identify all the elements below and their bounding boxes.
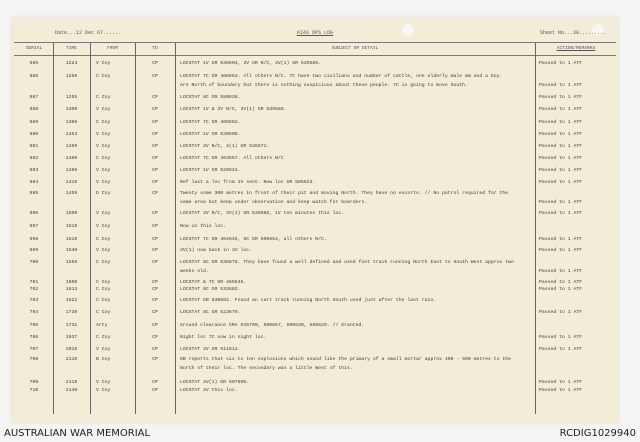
action-cell: Passed to 1 ATF <box>539 380 583 385</box>
time-cell: 1500 <box>65 211 78 216</box>
punch-hole <box>402 24 414 36</box>
from-cell: C Coy <box>96 156 111 161</box>
action-cell: Passed to 1 ATF <box>539 144 583 149</box>
detail-line: LOCSTAT & 7C GR 465645. <box>180 280 247 285</box>
from-cell: C Coy <box>96 280 111 285</box>
serial-cell: 692 <box>29 156 39 161</box>
from-cell: C Coy <box>96 74 111 79</box>
detail-line: 3V(1) now back in 3V loc. <box>180 248 252 253</box>
to-cell: CP <box>152 380 158 385</box>
time-cell: 1937 <box>65 335 78 340</box>
to-cell: CP <box>152 357 158 362</box>
time-cell: 1613 <box>65 287 78 292</box>
detail-line: LOCSTAT 3V N/C, 3(1) GR 536571. <box>180 144 270 149</box>
serial-cell: 709 <box>29 380 39 385</box>
to-cell: CP <box>152 168 158 173</box>
to-cell: CP <box>152 74 158 79</box>
col-header-action: ACTION/REMARKS <box>556 46 596 51</box>
log-sheet <box>12 18 618 422</box>
from-cell: V Coy <box>96 388 111 393</box>
from-cell: C Coy <box>96 260 111 265</box>
archive-credit: AUSTRALIAN WAR MEMORIAL <box>4 428 151 439</box>
to-cell: CP <box>152 298 158 303</box>
detail-line: LOCSTAT 7C GR 466663. All others N/C. 7C have two civilians and number of cattle, one elderly male mm and a boy. <box>180 74 503 79</box>
time-cell: 2110 <box>65 357 78 362</box>
from-cell: C Coy <box>96 298 111 303</box>
detail-line: LOCSTAT 8C GR 533682. <box>180 287 241 292</box>
detail-line: LOCSTAT 1V GR 529624. <box>180 168 241 173</box>
to-cell: CP <box>152 180 158 185</box>
action-cell: Passed to 1 ATF <box>539 280 583 285</box>
to-cell: CP <box>152 248 158 253</box>
from-cell: C Coy <box>96 287 111 292</box>
action-cell: Passed to 1 ATF <box>539 132 583 137</box>
column-divider <box>90 43 91 414</box>
serial-cell: 704 <box>29 310 39 315</box>
serial-cell: 703 <box>29 298 39 303</box>
from-cell: V Coy <box>96 211 111 216</box>
time-cell: 1540 <box>65 248 78 253</box>
detail-line: LOCSTAT 3V this loc. <box>180 388 238 393</box>
from-cell: V Coy <box>96 180 111 185</box>
to-cell: CP <box>152 323 158 328</box>
action-cell: Passed to 1 ATF <box>539 335 583 340</box>
from-cell: V Coy <box>96 347 111 352</box>
detail-line: weeks old. <box>180 269 209 274</box>
detail-line: LOCSTAT 1V & 3V N/C, 3V(1) GR 539588. <box>180 107 287 112</box>
from-cell: C Coy <box>96 310 111 315</box>
to-cell: CP <box>152 120 158 125</box>
serial-cell: 705 <box>29 323 39 328</box>
action-cell: Passed to 1 ATF <box>539 61 583 66</box>
detail-line: same area but keep under observation and keep watch for boarders. <box>180 200 368 205</box>
time-cell: 1459 <box>65 191 78 196</box>
from-cell: V Coy <box>96 168 111 173</box>
detail-line: Twenty some 300 metres in front of their pit and moving North. They have no escorts. // No patrol required for the <box>180 191 509 196</box>
to-cell: CP <box>152 310 158 315</box>
serial-cell: 706 <box>29 335 39 340</box>
column-divider <box>535 43 536 414</box>
col-header-time: TIME <box>65 46 78 51</box>
serial-cell: 688 <box>29 107 39 112</box>
serial-cell: 697 <box>29 224 39 229</box>
to-cell: CP <box>152 224 158 229</box>
serial-cell: 689 <box>29 120 39 125</box>
detail-line: LOCSTAT 3V N/C, 3V(1) GR 536588, 1V ten minutes this loc. <box>180 211 345 216</box>
detail-line: LOCSTAT 7C GR 464645, 9C GR 500654, all others N/C. <box>180 237 327 242</box>
detail-line: LOCSTAT 1V GR 536604, 3V GR N/C, 3V(1) GR 539585. <box>180 61 322 66</box>
header-rule <box>14 55 616 56</box>
detail-line: LOCSTAT GR 530682. Found an cart track running North South used just after the last rain. <box>180 298 437 303</box>
serial-cell: 691 <box>29 144 39 149</box>
detail-line: LOCSTAT 3V GR 511612. <box>180 347 241 352</box>
action-cell: Passed to 1 ATF <box>539 248 583 253</box>
to-cell: CP <box>152 260 158 265</box>
log-title: KIAS OPS LOG <box>297 30 334 36</box>
to-cell: CP <box>152 347 158 352</box>
serial-cell: 696 <box>29 211 39 216</box>
detail-line: LOCSTAT 8C GR 523679. <box>180 310 241 315</box>
serial-cell: 686 <box>29 74 39 79</box>
time-cell: 1359 <box>65 144 78 149</box>
from-cell: D Coy <box>96 191 111 196</box>
detail-line: LOCSTAT 8C GR 580636. <box>180 95 241 100</box>
to-cell: CP <box>152 335 158 340</box>
from-cell: C Coy <box>96 120 111 125</box>
from-cell: C Coy <box>96 95 111 100</box>
serial-cell: 690 <box>29 132 39 137</box>
detail-line: Ref last a loc from 1V sent. New loc GR 585623. <box>180 180 316 185</box>
col-header-from: FROM <box>106 46 119 51</box>
action-cell: Passed to 1 ATF <box>539 347 583 352</box>
from-cell: V Coy <box>96 61 111 66</box>
action-cell: Passed to 1 ATF <box>539 211 583 216</box>
action-cell: Passed to 1 ATF <box>539 310 583 315</box>
serial-cell: 698 <box>29 237 39 242</box>
detail-line: Are North of boundary but there is nothing suspicious about these people. 7C is going to move South. <box>180 83 468 88</box>
to-cell: CP <box>152 61 158 66</box>
serial-cell: 701 <box>29 280 39 285</box>
time-cell: 1224 <box>65 61 78 66</box>
action-cell: Passed to 1 ATF <box>539 83 583 88</box>
detail-line: Ground clearance GRs 536700, 500667, 500630, 586620. // Granted. <box>180 323 365 328</box>
detail-line: LOCSTAT 7C GR 463657. All others N/C <box>180 156 284 161</box>
serial-cell: 685 <box>29 61 39 66</box>
detail-line: North of their loc. The secondary was a little West of this. <box>180 366 353 371</box>
to-cell: CP <box>152 280 158 285</box>
detail-line: LOCSTAT 7C GR 465662. <box>180 120 241 125</box>
time-cell: 1416 <box>65 180 78 185</box>
from-cell: V Coy <box>96 380 111 385</box>
time-cell: 2016 <box>65 347 78 352</box>
from-cell: V Coy <box>96 248 111 253</box>
from-cell: C Coy <box>96 335 111 340</box>
table-top-rule <box>14 42 616 43</box>
detail-line: Night loc 7C now in night loc. <box>180 335 267 340</box>
to-cell: CP <box>152 237 158 242</box>
from-cell: C Coy <box>96 237 111 242</box>
column-divider <box>175 43 176 414</box>
serial-cell: 702 <box>29 287 39 292</box>
to-cell: CP <box>152 107 158 112</box>
time-cell: 2140 <box>65 388 78 393</box>
to-cell: CP <box>152 191 158 196</box>
from-cell: V Coy <box>96 224 111 229</box>
to-cell: CP <box>152 211 158 216</box>
action-cell: Passed to 1 ATF <box>539 107 583 112</box>
time-cell: 1519 <box>65 237 78 242</box>
time-cell: 1730 <box>65 310 78 315</box>
to-cell: CP <box>152 144 158 149</box>
from-cell: V Coy <box>96 144 111 149</box>
time-cell: 1622 <box>65 298 78 303</box>
time-cell: 1353 <box>65 132 78 137</box>
serial-cell: 710 <box>29 388 39 393</box>
from-cell: V Coy <box>96 107 111 112</box>
serial-cell: 687 <box>29 95 39 100</box>
to-cell: CP <box>152 95 158 100</box>
action-cell: Passed to 1 ATF <box>539 237 583 242</box>
serial-cell: 693 <box>29 168 39 173</box>
serial-cell: 695 <box>29 191 39 196</box>
col-header-subject: SUBJECT OR DETAIL <box>331 46 379 51</box>
detail-line: LOCSTAT 1V GR 530608. <box>180 132 241 137</box>
action-cell: Passed to 1 ATF <box>539 156 583 161</box>
archive-reference: RCDIG1029940 <box>559 428 636 439</box>
time-cell: 1250 <box>65 74 78 79</box>
serial-cell: 694 <box>29 180 39 185</box>
sheet-number: Sheet No...38......... <box>540 30 607 36</box>
from-cell: B Coy <box>96 357 111 362</box>
serial-cell: 707 <box>29 347 39 352</box>
from-cell: V Coy <box>96 132 111 137</box>
detail-line: LOCSTAT 3V(1) GR 507606. <box>180 380 250 385</box>
to-cell: CP <box>152 388 158 393</box>
action-cell: Passed to 1 ATF <box>539 287 583 292</box>
action-cell: Passed to 1 ATF <box>539 95 583 100</box>
action-cell: Passed to 1 ATF <box>539 200 583 205</box>
action-cell: Passed to 1 ATF <box>539 180 583 185</box>
detail-line: LOCSTAT 8C GR 536678. They have found a well defined and used foot track running North East to South West approx two <box>180 260 514 265</box>
serial-cell: 699 <box>29 248 39 253</box>
detail-line: Now in this loc. <box>180 224 227 229</box>
time-cell: 2119 <box>65 380 78 385</box>
detail-line: 6B reports that six to ten explosions which sound like the primary of a small mortar approx 400 - 500 metres to the <box>180 357 512 362</box>
time-cell: 1255 <box>65 95 78 100</box>
time-cell: 1406 <box>65 168 78 173</box>
col-header-serial: SERIAL <box>25 46 43 51</box>
time-cell: 1558 <box>65 260 78 265</box>
action-cell: Passed to 1 ATF <box>539 388 583 393</box>
to-cell: CP <box>152 156 158 161</box>
col-header-to: TO <box>152 46 158 51</box>
serial-cell: 700 <box>29 260 39 265</box>
to-cell: CP <box>152 132 158 137</box>
time-cell: 1519 <box>65 224 78 229</box>
time-cell: 1731 <box>65 323 78 328</box>
action-cell: Passed to 1 ATF <box>539 120 583 125</box>
date-field: Date...12 Dec 67...... <box>55 30 122 36</box>
time-cell: 1400 <box>65 156 78 161</box>
time-cell: 1300 <box>65 107 78 112</box>
serial-cell: 708 <box>29 357 39 362</box>
to-cell: CP <box>152 287 158 292</box>
time-cell: 1306 <box>65 120 78 125</box>
action-cell: Passed to 1 ATF <box>539 168 583 173</box>
from-cell: Arty <box>96 323 108 328</box>
time-cell: 1600 <box>65 280 78 285</box>
action-cell: Passed to 1 ATF <box>539 269 583 274</box>
